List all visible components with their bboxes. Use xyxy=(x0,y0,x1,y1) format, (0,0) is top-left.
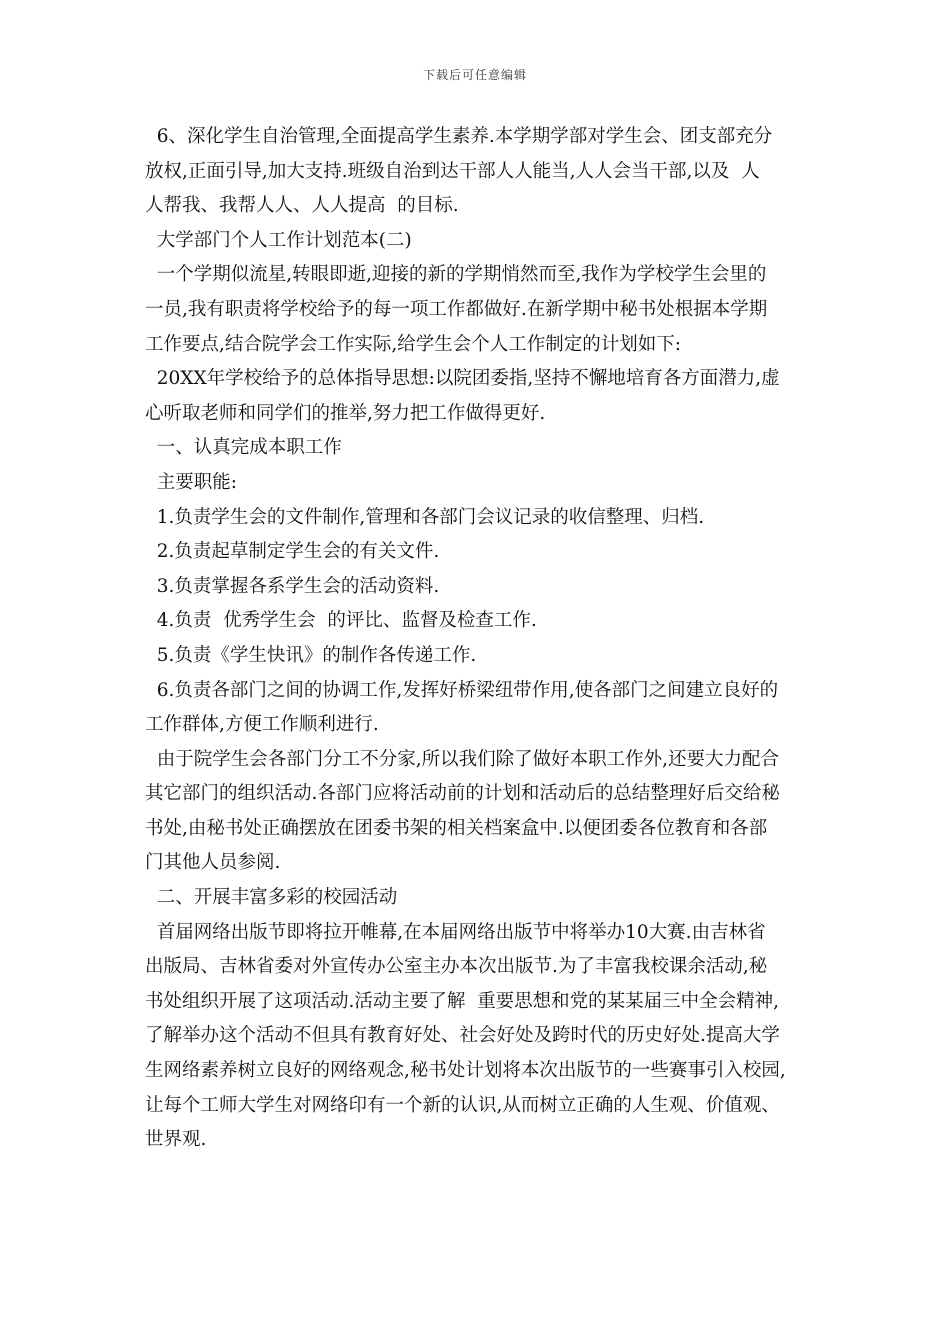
text-line: 工作要点,结合院学会工作实际,给学生会个人工作制定的计划如下: xyxy=(145,333,681,355)
text-line: 其它部门的组织活动.各部门应将活动前的计划和活动后的总结整理好后交给秘 xyxy=(145,783,780,805)
text-line: 人帮我、我帮人人、人人提高 的目标. xyxy=(145,195,459,217)
text-line: 一个学期似流星,转眼即逝,迎接的新的学期悄然而至,我作为学校学生会里的 xyxy=(145,264,767,286)
text-line: 书处,由秘书处正确摆放在团委书架的相关档案盒中.以便团委各位教育和各部 xyxy=(145,817,768,839)
section-heading: 一、认真完成本职工作 xyxy=(145,437,342,459)
section-title: 大学部门个人工作计划范本(二) xyxy=(145,229,412,251)
text-line: 由于院学生会各部门分工不分家,所以我们除了做好本职工作外,还要大力配合 xyxy=(145,748,780,770)
text-line: 首届网络出版节即将拉开帷幕,在本届网络出版节中将举办10大赛.由吉林省 xyxy=(145,921,766,943)
text-line: 20XX年学校给予的总体指导思想:以院团委指,坚持不懈地培育各方面潜力,虚 xyxy=(145,368,780,390)
page-header-note: 下载后可任意编辑 xyxy=(422,68,527,82)
list-item: 5.负责《学生快讯》的制作各传递工作. xyxy=(145,644,477,666)
text-line: 书处组织开展了这项活动.活动主要了解 重要思想和党的某某届三中全会精神, xyxy=(145,990,780,1012)
text-line: 世界观. xyxy=(145,1129,207,1151)
text-line: 心听取老师和同学们的推举,努力把工作做得更好. xyxy=(145,402,546,424)
text-line: 放权,正面引导,加大支持.班级自治到达干部人人能当,人人会当干部,以及 人 xyxy=(145,160,760,182)
text-line: 门其他人员参阅. xyxy=(145,852,281,874)
list-item: 2.负责起草制定学生会的有关文件. xyxy=(145,541,440,563)
text-line: 工作群体,方便工作顺利进行. xyxy=(145,714,379,736)
list-item: 6.负责各部门之间的协调工作,发挥好桥梁纽带作用,使各部门之间建立良好的 xyxy=(145,679,779,701)
section-heading: 二、开展丰富多彩的校园活动 xyxy=(145,887,398,909)
text-line: 6、深化学生自治管理,全面提高学生素养.本学期学部对学生会、团支部充分 xyxy=(145,126,773,147)
text-line: 了解举办这个活动不但具有教育好处、社会好处及跨时代的历史好处.提高大学 xyxy=(145,1025,780,1047)
text-line: 一员,我有职责将学校给予的每一项工作都做好.在新学期中秘书处根据本学期 xyxy=(145,298,768,320)
text-line: 让每个工师大学生对网络印有一个新的认识,从而树立正确的人生观、价值观、 xyxy=(145,1094,780,1116)
list-item: 1.负责学生会的文件制作,管理和各部门会议记录的收信整理、归档. xyxy=(145,506,705,528)
list-item: 3.负责掌握各系学生会的活动资料. xyxy=(145,575,440,597)
text-line: 生网络素养树立良好的网络观念,秘书处计划将本次出版节的一些赛事引入校园, xyxy=(145,1060,786,1082)
list-item: 4.负责 优秀学生会 的评比、监督及检查工作. xyxy=(145,610,537,632)
text-line: 出版局、吉林省委对外宣传办公室主办本次出版节.为了丰富我校课余活动,秘 xyxy=(145,956,768,978)
document-body xyxy=(145,120,815,1158)
text-line: 主要职能: xyxy=(145,471,237,493)
